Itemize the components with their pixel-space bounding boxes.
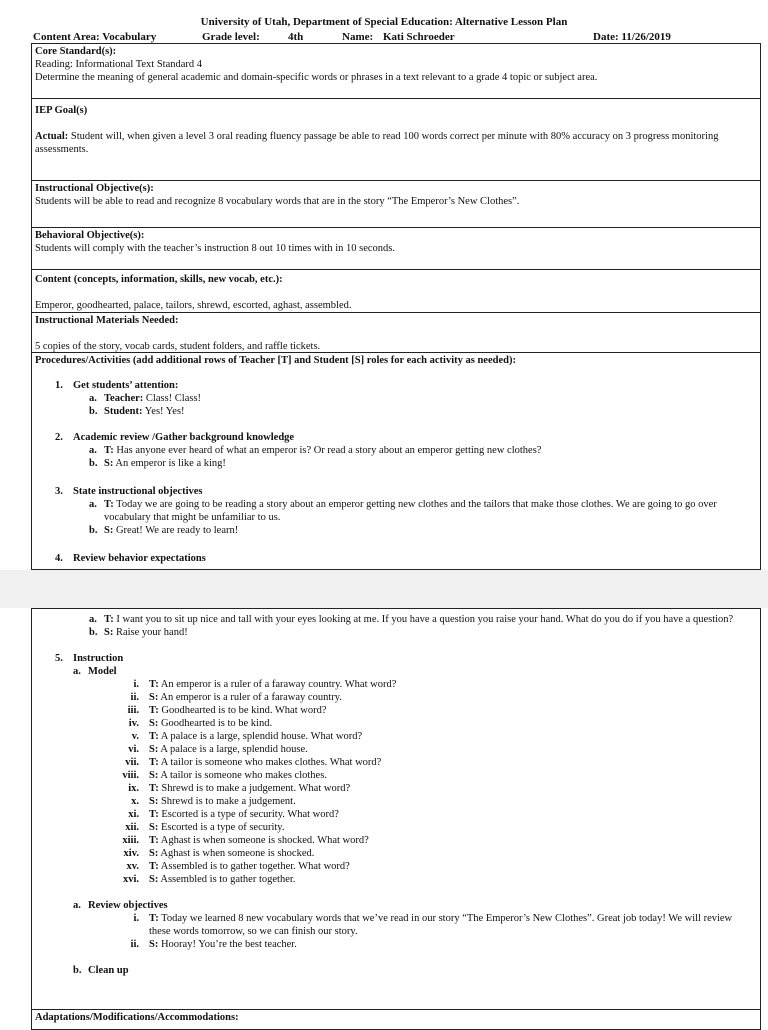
speaker-label: S: (149, 939, 159, 950)
review-number: a. (73, 900, 81, 911)
item-text: Hooray! You’re the best teacher. (160, 939, 297, 950)
speaker-label: S: (149, 744, 159, 755)
model-item (35, 795, 757, 808)
step-4-a (35, 613, 757, 626)
item-number: xiv. (123, 848, 139, 859)
step-3-b-label: S: (104, 525, 114, 536)
model-item (35, 873, 757, 886)
model-item (35, 821, 757, 834)
speaker-label: S: (149, 770, 159, 781)
speaker-label: T: (149, 861, 159, 872)
item-number: xv. (126, 861, 139, 872)
materials-section (31, 313, 761, 353)
step-4-b-label: S: (104, 627, 114, 638)
step-1-title: Get students’ attention: (73, 380, 179, 391)
step-2-a-label: T: (104, 445, 114, 456)
model-item (35, 717, 757, 730)
procedures-continued-section (31, 608, 761, 1010)
behavioral-objective-heading: Behavioral Objective(s): (35, 230, 145, 241)
model-item (35, 756, 757, 769)
model-list (35, 678, 757, 886)
core-standard-line1: Reading: Informational Text Standard 4 (35, 59, 203, 70)
model-item (35, 847, 757, 860)
item-number: iv. (128, 718, 139, 729)
item-number: i. (133, 913, 139, 924)
review-list (35, 912, 757, 951)
step-1-a-number: a. (89, 393, 97, 404)
step-2-b (35, 457, 757, 470)
step-4 (35, 552, 757, 565)
item-number: xii. (125, 822, 139, 833)
step-2-b-number: b. (89, 458, 98, 469)
iep-actual-label: Actual: (35, 131, 69, 142)
item-text: Goodhearted is to be kind. (160, 718, 273, 729)
item-text: Assembled is to gather together. What word? (160, 861, 350, 872)
model-item (35, 860, 757, 873)
review-title: Review objectives (88, 900, 168, 911)
content-section (31, 270, 761, 313)
model-number: a. (73, 666, 81, 677)
procedures-section (31, 353, 761, 570)
behavioral-objective-text: Students will comply with the teacher’s instruction 8 out 10 times with in 10 seconds. (35, 243, 395, 254)
step-4-a-label: T: (104, 614, 114, 625)
item-number: ii. (130, 939, 139, 950)
name-label: Name: (342, 31, 374, 43)
instructional-objective-section (31, 181, 761, 228)
item-number: vi. (128, 744, 139, 755)
step-3 (35, 485, 757, 498)
review-item (35, 912, 757, 938)
step-3-number: 3. (55, 486, 63, 497)
step-5-number: 5. (55, 653, 63, 664)
review-item (35, 938, 757, 951)
speaker-label: T: (149, 913, 159, 924)
iep-actual (35, 130, 757, 156)
speaker-label: T: (149, 705, 159, 716)
step-2-a (35, 444, 757, 457)
step-2-a-text: Has anyone ever heard of what an emperor is? Or read a story about an emperor getting new clothes? (116, 445, 542, 456)
page-two (0, 608, 768, 1024)
content-text: Emperor, goodhearted, palace, tailors, shrewd, escorted, aghast, assembled. (35, 300, 352, 311)
step-4-number: 4. (55, 553, 63, 564)
model-item (35, 782, 757, 795)
content-area: Content Area: Vocabulary (33, 31, 157, 43)
speaker-label: S: (149, 692, 159, 703)
item-number: ix. (128, 783, 139, 794)
step-1-b (35, 405, 757, 418)
step-3-b-number: b. (89, 525, 98, 536)
materials-heading: Instructional Materials Needed: (35, 315, 179, 326)
core-standard-heading: Core Standard(s): (35, 46, 117, 57)
step-2-title: Academic review /Gather background knowledge (73, 432, 295, 443)
step-4-a-text: I want you to sit up nice and tall with your eyes looking at me. If you have a question you raise your hand. What do you do if you have a question? (116, 614, 734, 625)
iep-actual-text: Student will, when given a level 3 oral reading fluency passage be able to read 100 words correct per minute with 80% accuracy on 3 progress monitoring assessments. (35, 131, 719, 155)
adaptations-section (31, 1010, 761, 1030)
item-number: xiii. (122, 835, 139, 846)
speaker-label: T: (149, 757, 159, 768)
cleanup-heading (35, 964, 757, 977)
step-3-a-number: a. (89, 499, 97, 510)
item-text: Aghast is when someone is shocked. What word? (160, 835, 369, 846)
speaker-label: T: (149, 679, 159, 690)
item-text: Aghast is when someone is shocked. (160, 848, 315, 859)
item-text: Escorted is a type of security. What word? (161, 809, 339, 820)
behavioral-objective-section (31, 228, 761, 270)
page-gap (0, 570, 768, 608)
content-heading: Content (concepts, information, skills, new vocab, etc.): (35, 274, 283, 285)
instructional-objective-text: Students will be able to read and recognize 8 vocabulary words that are in the story “The Emperor’s New Clothes”. (35, 196, 520, 207)
item-text: A palace is a large, splendid house. (160, 744, 308, 755)
step-5 (35, 652, 757, 665)
model-title: Model (88, 666, 117, 677)
item-text: A tailor is someone who makes clothes. (160, 770, 327, 781)
model-item (35, 808, 757, 821)
name-value: Kati Schroeder (383, 31, 455, 43)
adaptations-heading: Adaptations/Modifications/Accommodations: (35, 1012, 239, 1023)
model-item (35, 743, 757, 756)
item-text: Shrewd is to make a judgement. What word? (161, 783, 351, 794)
item-number: viii. (122, 770, 139, 781)
grade-label: Grade level: (202, 31, 260, 43)
item-text: Today we learned 8 new vocabulary words that we’ve read in our story “The Emperor’s New Clothes”. Great job today! We will review these words tomorrow, so we can finish our story. (149, 913, 733, 937)
item-text: Assembled is to gather together. (160, 874, 296, 885)
step-3-b-text: Great! We are ready to learn! (115, 525, 239, 536)
step-4-title: Review behavior expectations (73, 553, 206, 564)
step-3-a (35, 498, 757, 524)
item-text: An emperor is a ruler of a faraway country. What word? (160, 679, 397, 690)
item-text: A palace is a large, splendid house. What word? (160, 731, 363, 742)
step-4-b-text: Raise your hand! (115, 627, 188, 638)
model-item (35, 704, 757, 717)
grade-value: 4th (288, 31, 304, 43)
iep-goal-section (31, 99, 761, 181)
speaker-label: T: (149, 809, 159, 820)
step-1-a (35, 392, 757, 405)
document-title: University of Utah, Department of Special Education: Alternative Lesson Plan (200, 16, 568, 28)
core-standard-line2: Determine the meaning of general academic and domain-specific words or phrases in a text relevant to a grade 4 topic or subject area. (35, 72, 598, 83)
item-number: i. (133, 679, 139, 690)
step-1-b-text: Yes! Yes! (144, 406, 185, 417)
speaker-label: S: (149, 848, 159, 859)
step-2-b-label: S: (104, 458, 114, 469)
step-1 (35, 379, 757, 392)
item-text: Shrewd is to make a judgement. (160, 796, 296, 807)
step-3-title: State instructional objectives (73, 486, 203, 497)
item-number: xvi. (122, 874, 139, 885)
speaker-label: T: (149, 783, 159, 794)
step-4-a-number: a. (89, 614, 97, 625)
item-text: Goodhearted is to be kind. What word? (161, 705, 327, 716)
instructional-objective-heading: Instructional Objective(s): (35, 183, 154, 194)
step-2-a-number: a. (89, 445, 97, 456)
step-2-number: 2. (55, 432, 63, 443)
item-number: iii. (127, 705, 139, 716)
model-item (35, 678, 757, 691)
item-number: ii. (130, 692, 139, 703)
core-standard-section (31, 43, 761, 99)
step-1-a-label: Teacher: (104, 393, 144, 404)
step-4-b (35, 626, 757, 639)
speaker-label: T: (149, 835, 159, 846)
step-1-b-number: b. (89, 406, 98, 417)
step-1-number: 1. (55, 380, 63, 391)
speaker-label: T: (149, 731, 159, 742)
item-text: Escorted is a type of security. (160, 822, 285, 833)
speaker-label: S: (149, 822, 159, 833)
item-text: A tailor is someone who makes clothes. What word? (160, 757, 382, 768)
item-text: An emperor is a ruler of a faraway country. (160, 692, 342, 703)
step-1-b-label: Student: (104, 406, 143, 417)
step-3-a-label: T: (104, 499, 114, 510)
model-item (35, 691, 757, 704)
step-4-b-number: b. (89, 627, 98, 638)
iep-heading: IEP Goal(s) (35, 105, 88, 116)
cleanup-title: Clean up (88, 965, 129, 976)
step-2-b-text: An emperor is like a king! (115, 458, 226, 469)
model-item (35, 730, 757, 743)
step-3-b (35, 524, 757, 537)
materials-text: 5 copies of the story, vocab cards, student folders, and raffle tickets. (35, 341, 321, 352)
item-number: xi. (128, 809, 139, 820)
speaker-label: S: (149, 718, 159, 729)
date: Date: 11/26/2019 (593, 31, 671, 43)
speaker-label: S: (149, 796, 159, 807)
step-1-a-text: Class! Class! (145, 393, 202, 404)
step-3-a-text: Today we are going to be reading a story about an emperor getting new clothes and the tailors that make those clothes. We are going to go over vocabulary that might be unfamiliar to us. (104, 499, 717, 523)
model-item (35, 769, 757, 782)
step-2 (35, 431, 757, 444)
review-heading (35, 899, 757, 912)
speaker-label: S: (149, 874, 159, 885)
model-heading (35, 665, 757, 678)
item-number: x. (131, 796, 139, 807)
model-item (35, 834, 757, 847)
step-5-title: Instruction (73, 653, 124, 664)
item-number: v. (131, 731, 139, 742)
item-number: vii. (125, 757, 139, 768)
cleanup-number: b. (73, 965, 82, 976)
procedures-heading: Procedures/Activities (add additional rows of Teacher [T] and Student [S] roles for each activity as needed): (35, 355, 516, 366)
